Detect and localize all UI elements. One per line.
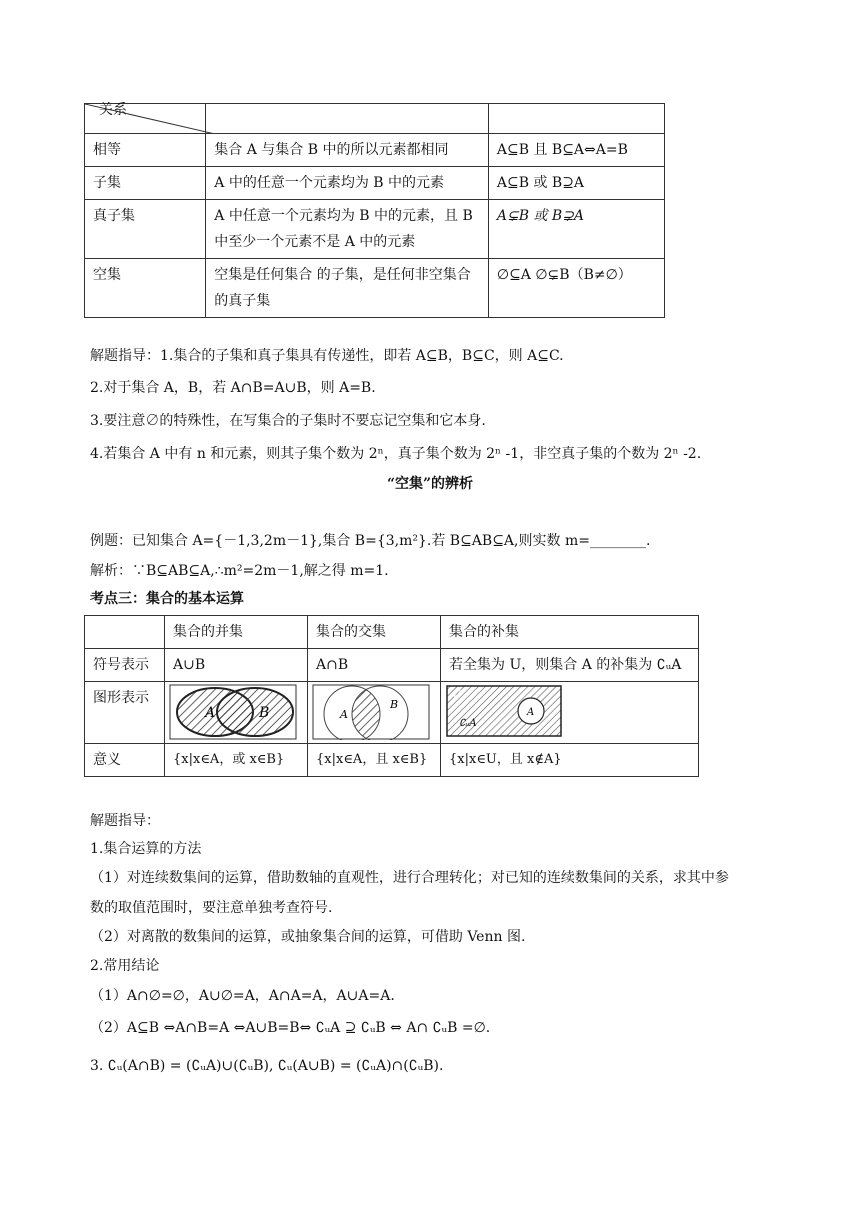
ops-meaning-intersection: {x|x∈A，且 x∈B}	[308, 744, 441, 777]
row-symbol-equal: A⊆B 且 B⊆A⇔A=B	[488, 134, 664, 167]
example-answer: 解析：∵B⊆AB⊆A,∴m²=2m－1,解之得 m=1.	[90, 563, 389, 579]
header-relation: 关系	[99, 102, 127, 118]
tip2-conclusion-1: （1）A∩∅=∅，A∪∅=A，A∩A=A，A∪A=A.	[90, 988, 395, 1004]
diagonal-header-cell	[85, 104, 206, 134]
tip2-method-1b: 数的取值范围时，要注意单独考查符号.	[90, 900, 333, 916]
ops-symbol-complement: 若全集为 U，则集合 A 的补集为 ∁ᵤA	[441, 649, 699, 682]
tip1-line-2: 2.对于集合 A，B，若 A∩B=A∪B，则 A=B.	[90, 380, 376, 396]
tip2-conclusion-3: 3. ∁ᵤ(A∩B) = (∁ᵤA)∪(∁ᵤB), ∁ᵤ(A∪B) = (∁ᵤA)∩(∁ᵤB).	[90, 1058, 444, 1074]
venn-complement-cell	[441, 682, 699, 744]
tip2-head: 解题指导：	[90, 813, 160, 829]
ops-symbol-intersection: A∩B	[308, 649, 441, 682]
ops-symbol-union: A∪B	[165, 649, 308, 682]
section3-title: 考点三：集合的基本运算	[90, 591, 244, 607]
venn-union-label-b: B	[259, 705, 270, 721]
ops-symbol-label: 符号表示	[85, 649, 165, 682]
ops-header-union: 集合的并集	[165, 616, 308, 649]
row-desc-proper-subset: A 中任意一个元素均为 B 中的元素，且 B 中至少一个元素不是 A 中的元素	[206, 200, 489, 259]
empty-set-title: “空集”的辨析	[386, 476, 474, 492]
row-desc-subset: A 中的任意一个元素均为 B 中的元素	[206, 167, 489, 200]
ops-figure-label: 图形表示	[85, 682, 165, 744]
venn-intersection-label-a: A	[340, 708, 348, 721]
tip2-conclusion-title: 2.常用结论	[90, 958, 160, 974]
venn-union-label-a: A	[205, 705, 216, 721]
header-blank-2	[488, 104, 664, 134]
ops-meaning-union: {x|x∈A，或 x∈B}	[165, 744, 308, 777]
venn-intersection-diagram	[312, 684, 430, 740]
venn-intersection-label-b: B	[390, 698, 399, 711]
tip1-line-1: 解题指导：1.集合的子集和真子集具有传递性，即若 A⊆B，B⊆C，则 A⊆C.	[90, 348, 564, 364]
venn-complement-diagram	[445, 684, 565, 740]
tip2-method-title: 1.集合运算的方法	[90, 841, 202, 857]
row-label-empty: 空集	[85, 259, 206, 318]
ops-header-complement: 集合的补集	[441, 616, 699, 649]
venn-union-cell	[165, 682, 308, 744]
row-desc-equal: 集合 A 与集合 B 中的所以元素都相同	[206, 134, 489, 167]
tip1-line-4: 4.若集合 A 中有 n 和元素，则其子集个数为 2ⁿ，真子集个数为 2ⁿ -1，非空真子集的个数为 2ⁿ -2.	[90, 446, 702, 462]
header-blank-1	[206, 104, 489, 134]
venn-union-diagram	[169, 684, 297, 740]
venn-complement-label-comp: ∁ᵤA	[459, 718, 477, 729]
row-symbol-proper-subset: A⊊B 或 B⊋A	[488, 200, 664, 259]
row-label-proper-subset: 真子集	[85, 200, 206, 259]
ops-header-intersection: 集合的交集	[308, 616, 441, 649]
row-symbol-subset: A⊆B 或 B⊇A	[488, 167, 664, 200]
row-symbol-empty: ∅⊆A ∅⊊B（B≠∅）	[488, 259, 664, 318]
tip2-method-2: （2）对离散的数集间的运算，或抽象集合间的运算，可借助 Venn 图.	[90, 929, 526, 945]
row-label-equal: 相等	[85, 134, 206, 167]
operations-table	[84, 615, 699, 777]
row-desc-empty: 空集是任何集合 的子集，是任何非空集合的真子集	[206, 259, 489, 318]
venn-intersection-cell	[308, 682, 441, 744]
example-question: 例题：已知集合 A={－1,3,2m－1},集合 B={3,m²}.若 B⊆AB⊆A,则实数 m=________.	[90, 533, 651, 549]
tip1-line-3: 3.要注意∅的特殊性，在写集合的子集时不要忘记空集和它本身.	[90, 413, 486, 429]
venn-complement-label-a: A	[527, 707, 535, 718]
tip2-conclusion-2: （2）A⊆B ⇔A∩B=A ⇔A∪B=B⇔ ∁ᵤA ⊇ ∁ᵤB ⇔ A∩ ∁ᵤB =∅.	[90, 1020, 491, 1036]
ops-meaning-complement: {x|x∈U，且 x∉A}	[441, 744, 699, 777]
venn-complement-label-u: U	[453, 690, 462, 701]
row-label-subset: 子集	[85, 167, 206, 200]
ops-meaning-label: 意义	[85, 744, 165, 777]
relations-table	[84, 103, 665, 318]
tip2-method-1a: （1）对连续数集间的运算，借助数轴的直观性，进行合理转化；对已知的连续数集间的关系，求其中参	[90, 870, 729, 886]
ops-header-blank	[85, 616, 165, 649]
